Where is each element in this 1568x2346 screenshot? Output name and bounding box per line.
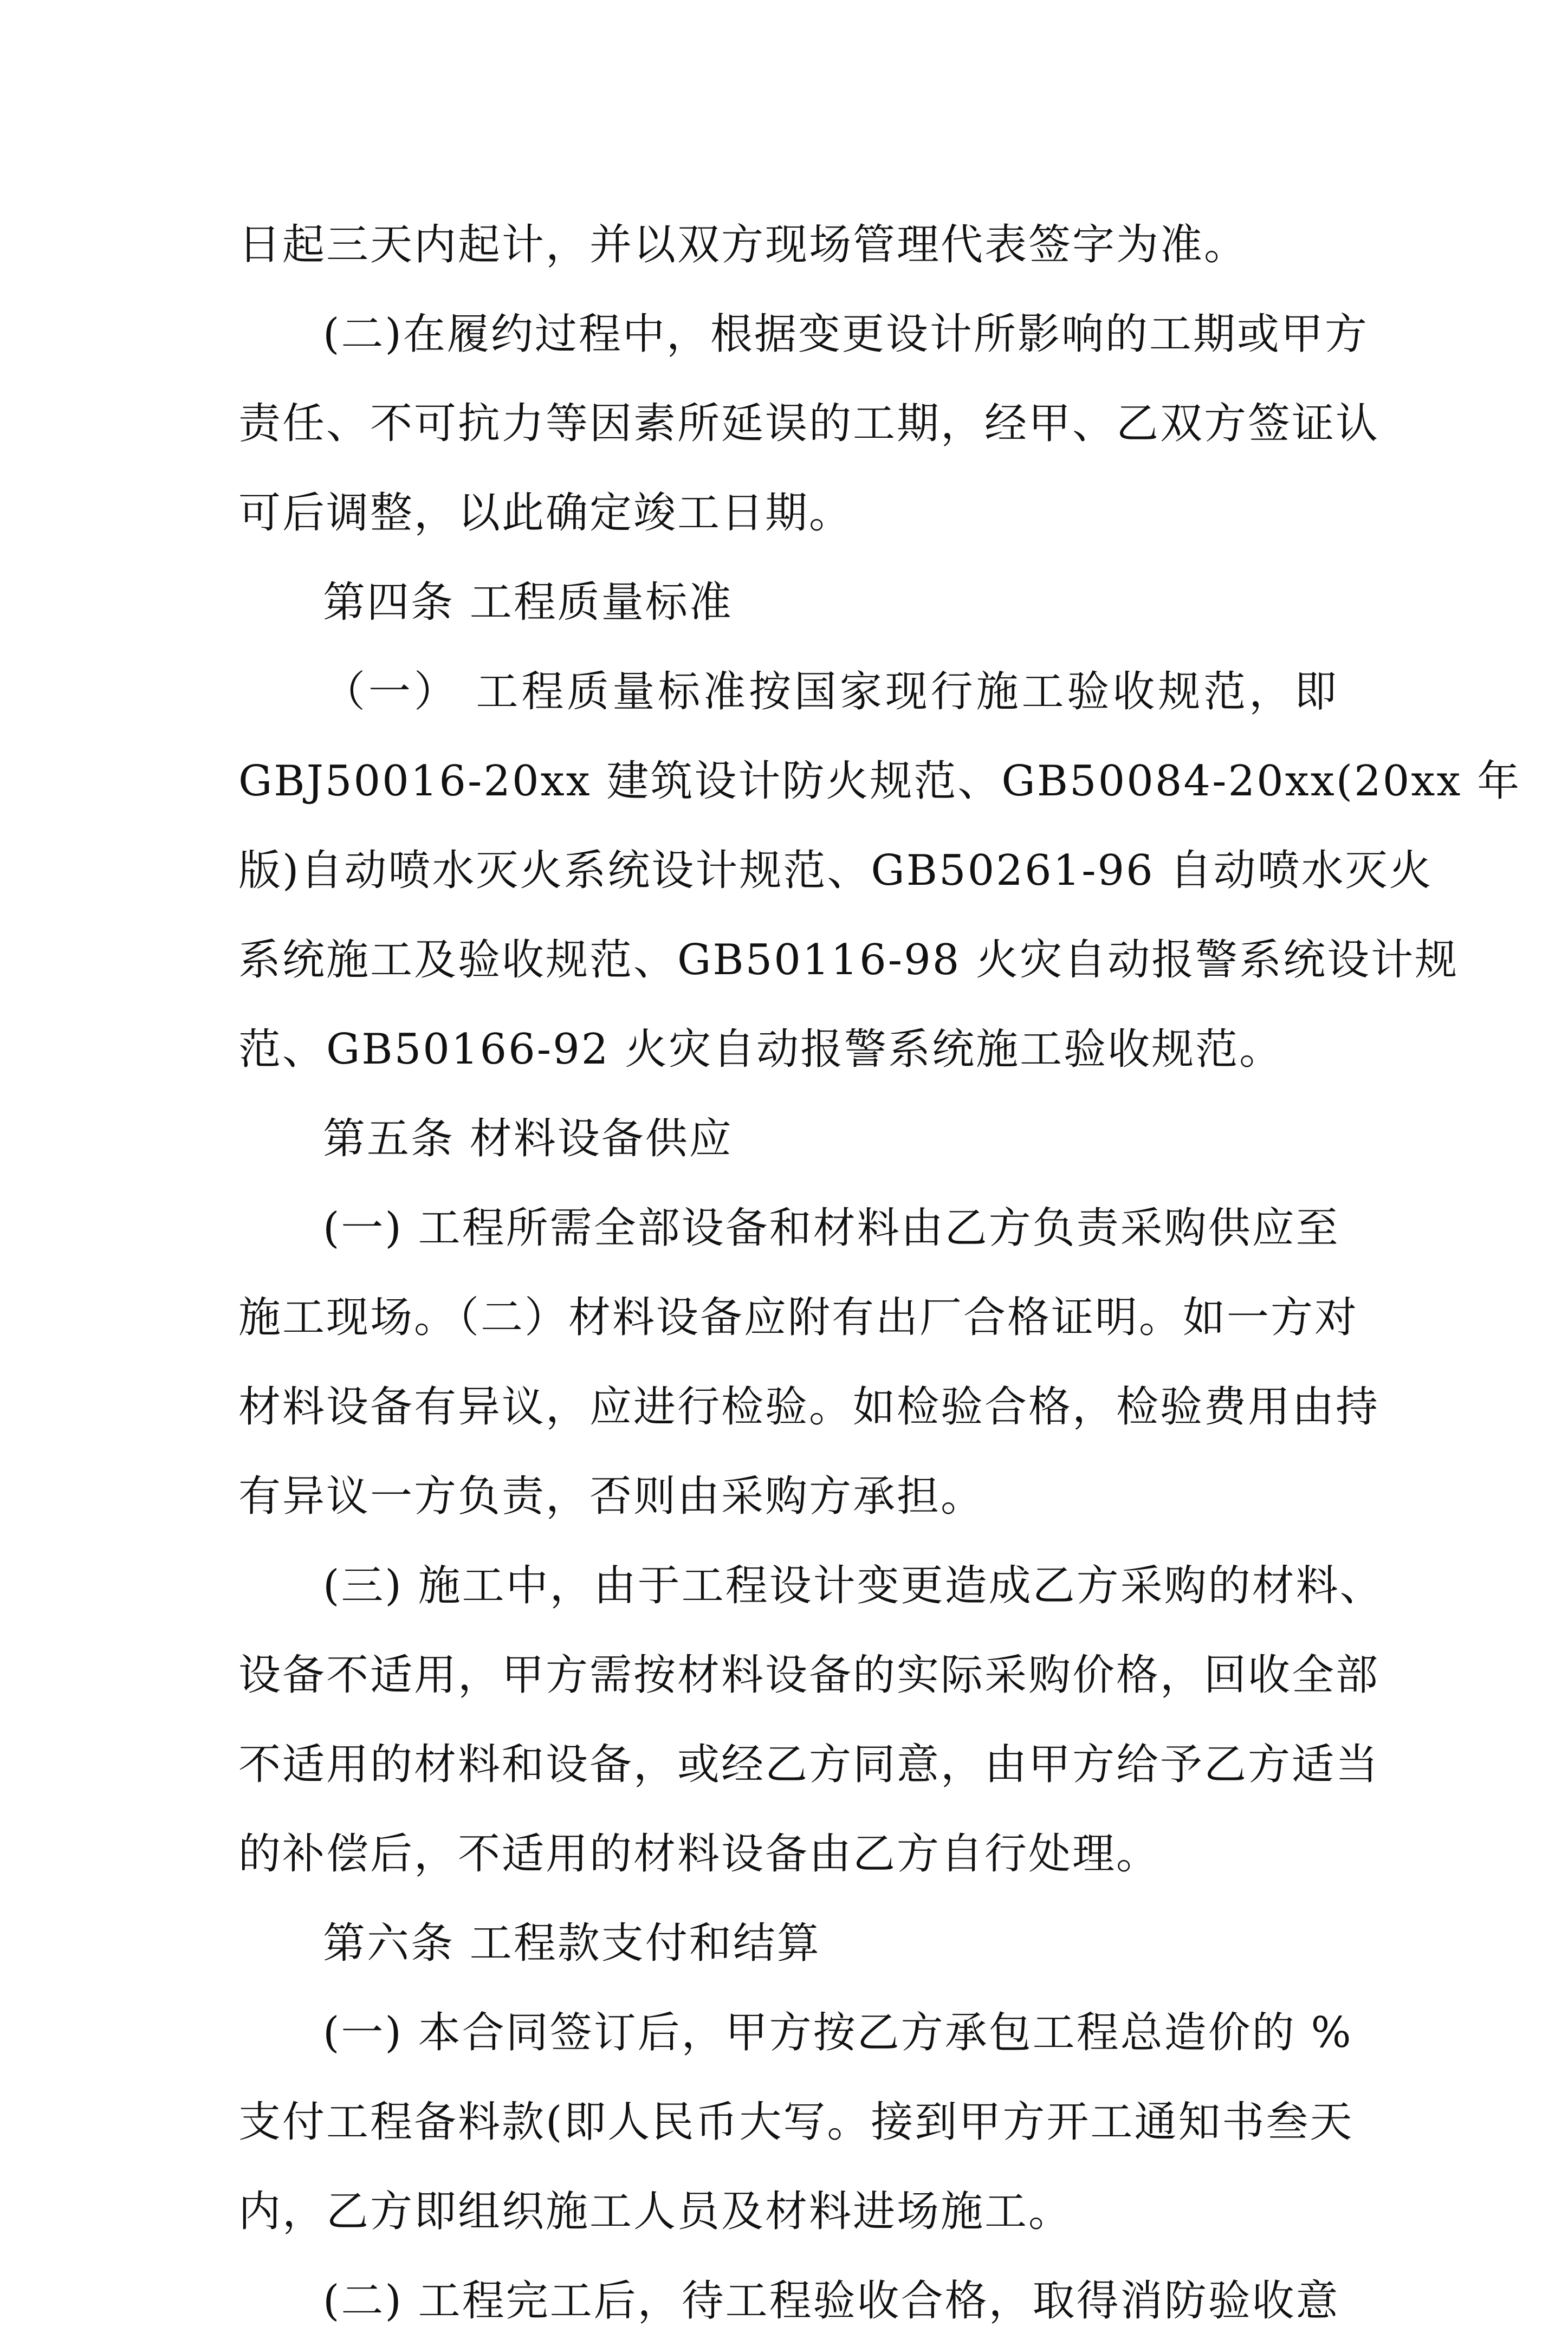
- paragraph-line: (三) 施工中，由于工程设计变更造成乙方采购的材料、: [323, 1561, 1384, 1610]
- section-heading-article-6: 第六条 工程款支付和结算: [323, 1919, 821, 1968]
- paragraph-line: 材料设备有异议，应进行检验。如检验合格，检验费用由持: [238, 1383, 1380, 1431]
- paragraph-line: (一) 本合同签订后，甲方按乙方承包工程总造价的 %: [323, 2008, 1353, 2057]
- paragraph-line: 不适用的材料和设备，或经乙方同意，由甲方给予乙方适当: [238, 1740, 1380, 1789]
- section-heading-article-5: 第五条 材料设备供应: [323, 1114, 733, 1163]
- paragraph-line: GBJ50016-20xx 建筑设计防火规范、GB50084-20xx(20xx 年: [238, 757, 1521, 806]
- paragraph-line: 责任、不可抗力等因素所延误的工期，经甲、乙双方签证认: [238, 399, 1380, 448]
- paragraph-line: 系统施工及验收规范、GB50116-98 火灾自动报警系统设计规: [238, 936, 1459, 984]
- contract-body-text: [238, 200, 1521, 2346]
- paragraph-line: (一) 工程所需全部设备和材料由乙方负责采购供应至: [323, 1204, 1340, 1253]
- paragraph-line: 可后调整，以此确定竣工日期。: [238, 489, 853, 537]
- section-heading-article-4: 第四条 工程质量标准: [323, 578, 733, 627]
- paragraph-line: 施工现场。（二）材料设备应附有出厂合格证明。如一方对: [238, 1293, 1359, 1342]
- paragraph-line: 日起三天内起计，并以双方现场管理代表签字为准。: [238, 221, 1248, 269]
- paragraph-line: 支付工程备料款(即人民币大写。接到甲方开工通知书叁天: [238, 2098, 1354, 2147]
- paragraph-line: （一） 工程质量标准按国家现行施工验收规范，即: [323, 667, 1338, 716]
- paragraph-line: (二) 工程完工后，待工程验收合格，取得消防验收意: [323, 2277, 1340, 2325]
- paragraph-line: (二)在履约过程中，根据变更设计所影响的工期或甲方: [323, 310, 1369, 359]
- paragraph-line: 范、GB50166-92 火灾自动报警系统施工验收规范。: [238, 1025, 1284, 1074]
- paragraph-line: 设备不适用，甲方需按材料设备的实际采购价格，回收全部: [238, 1651, 1380, 1700]
- paragraph-line: 版)自动喷水灭火系统设计规范、GB50261-96 自动喷水灭火: [238, 846, 1433, 895]
- paragraph-line: 有异议一方负责，否则由采购方承担。: [238, 1472, 985, 1521]
- paragraph-line: 的补偿后，不适用的材料设备由乙方自行处理。: [238, 1830, 1161, 1878]
- paragraph-line: 内，乙方即组织施工人员及材料进场施工。: [238, 2187, 1073, 2236]
